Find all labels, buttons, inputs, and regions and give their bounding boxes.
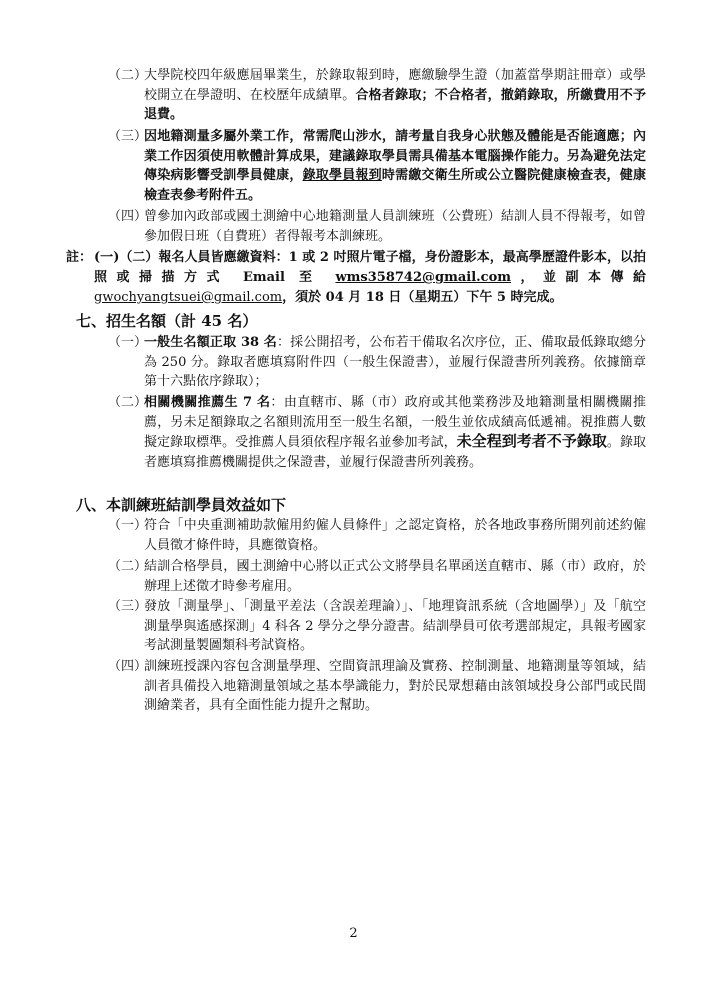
section-heading-7: 七、招生名額（計 45 名） (76, 312, 258, 330)
item-text: 曾參加內政部或國土測繪中心地籍測量人員訓練班（公費班）結訓人員不得報考，如曾參加假日班（自費班）者得報考本訓練班。 (144, 209, 646, 244)
list-item-8-1 (108, 516, 646, 555)
email-link-primary[interactable]: wms358742@gmail.com (335, 270, 512, 285)
item-text: 發放「測量學」、「測量平差法（含誤差理論）」、「地理資訊系統（含地圖學）」及「航空測量學與遙感探測」4 科各 2 學分之學分證書。結訓學員可依考選部規定，具報考國家考試測量製圖類科考試資格。 (144, 599, 646, 653)
list-item-a3 (108, 127, 646, 205)
item-text: 大學院校四年級應屆畢業生，於錄取報到時，應繳驗學生證（加蓋當學期註冊章）或學校開立在學證明、在校歷年成績單。合格者錄取；不合格者，撤銷錄取，所繳費用不予退費。 (144, 68, 646, 122)
item-number: （二） (108, 395, 148, 410)
page-number: 2 (349, 926, 358, 941)
item-number: （三） (108, 599, 148, 614)
item-text: 訓練班授課內容包含測量學理、空間資訊理論及實務、控制測量、地籍測量等領域，結訓者具備投入地籍測量領域之基本學識能力，對於民眾想藉由該領域投身公部門或民間測繪業者，具有全面性能力提升之幫助。 (144, 659, 646, 713)
list-item-7-2 (108, 393, 646, 472)
item-number: （四） (108, 659, 148, 674)
item-number: （一） (108, 335, 148, 350)
item-number: （三） (108, 129, 148, 144)
list-item-8-2 (108, 557, 646, 596)
item-text: 符合「中央重測補助款僱用約僱人員條件」之認定資格，於各地政事務所開列前述約僱人員徵才條件時，具應徵資格。 (144, 518, 646, 553)
item-text: 一般生名額正取 38 名：採公開招考，公布若干備取名次序位，正、備取最低錄取總分為 250 分。錄取者應填寫附件四（一般生保證書），並履行保證書所列義務。依據簡章第十六點依序錄取）； (144, 335, 646, 389)
list-item-8-4 (108, 657, 646, 716)
item-text: 結訓合格學員，國土測繪中心將以正式公文將學員名單函送直轄市、縣（市）政府，於辦理上述徵才時參考雇用。 (144, 559, 646, 594)
note-block (66, 248, 646, 308)
item-text: 因地籍測量多屬外業工作，常需爬山涉水，請考量自我身心狀態及體能是否能適應；內業工作因須使用軟體計算成果，建議錄取學員需具備基本電腦操作能力。另為避免法定傳染病影響受訓學員健康，錄取學員報到時需繳交衛生所或公立醫院健康檢查表，健康檢查表參考附件五。 (144, 129, 646, 203)
item-number: （二） (108, 559, 148, 574)
list-item-a2 (108, 66, 646, 125)
section-heading-8: 八、本訓練班結訓學員效益如下 (76, 496, 287, 514)
item-text: 相關機關推薦生 7 名：由直轄市、縣（市）政府或其他業務涉及地籍測量相關機關推薦，另未足額錄取之名額則流用至一般生名額，一般生並依成績高低遞補。視推薦人數擬定錄取標準。受推薦人員須依程序報名並參加考試，未全程到考者不予錄取。錄取者應填寫推薦機關提供之保證書，並履行保證書所列義務。 (144, 395, 646, 470)
item-number: （一） (108, 518, 148, 533)
list-item-a4 (108, 207, 646, 246)
note-text: (一)（二）報名人員皆應繳資料：1 或 2 吋照片電子檔，身份證影本，最高學歷證件影本，以拍照或掃描方式 Email 至 wms358742@gmail.com，並副本傳給 gwochyangtsuei@gmail.com，須於 04 月 18 日（星期五）下午 5 時完成。 (94, 250, 646, 305)
email-link-copy[interactable]: gwochyangtsuei@gmail.com (94, 290, 283, 305)
list-item-7-1 (108, 333, 646, 392)
note-label: 註： (66, 250, 93, 265)
list-item-8-3 (108, 597, 646, 656)
item-number: （四） (108, 209, 148, 224)
item-number: （二） (108, 68, 148, 83)
